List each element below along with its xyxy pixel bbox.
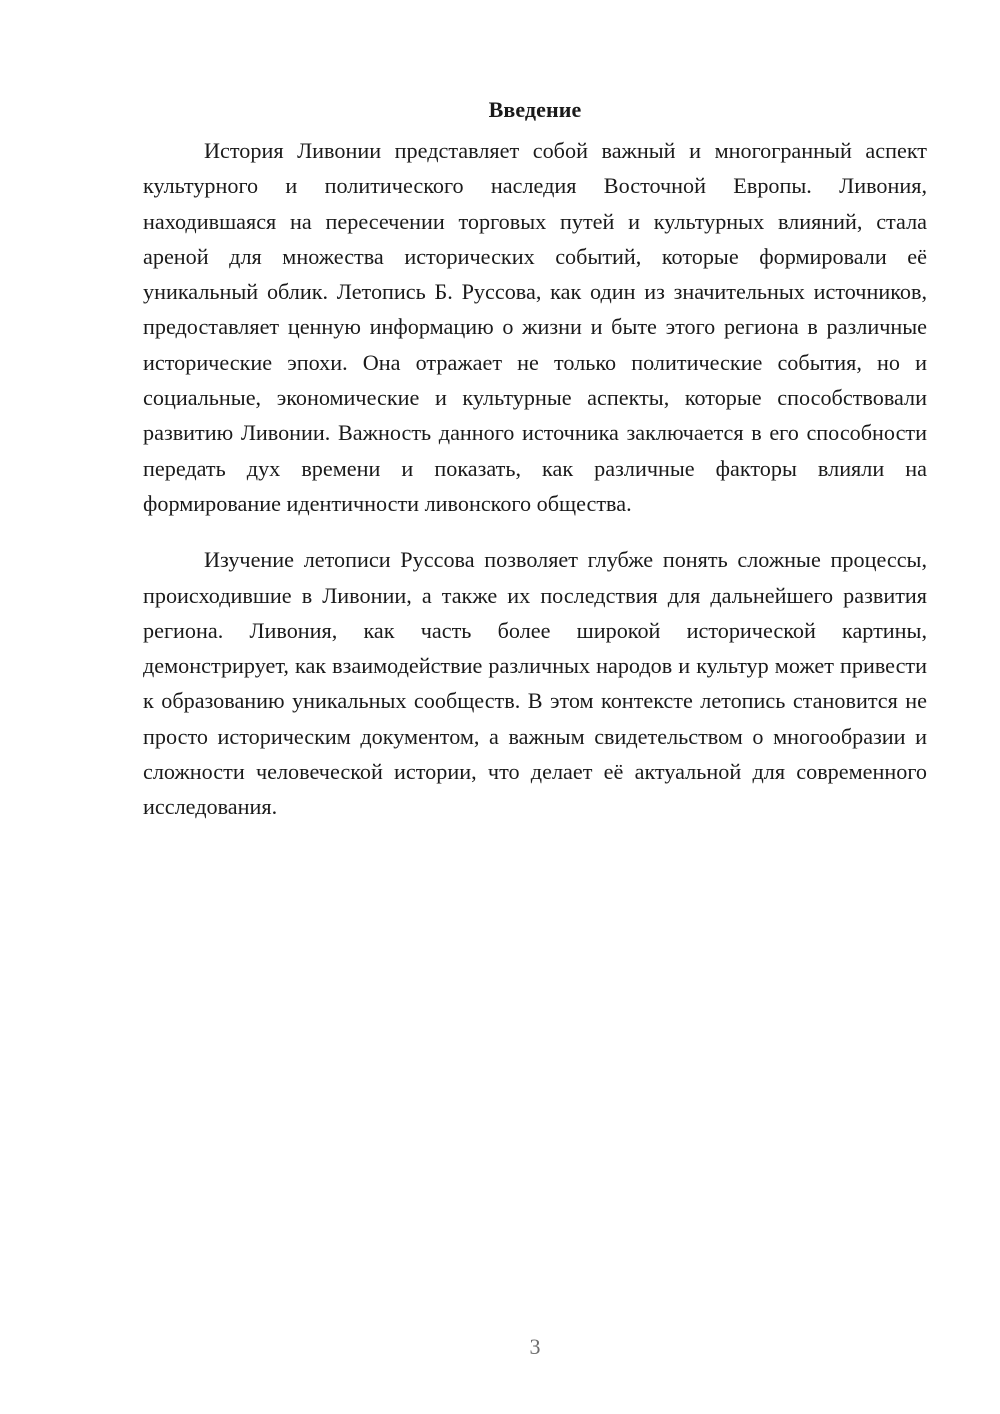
paragraph-2: Изучение летописи Руссова позволяет глубже понять сложные процессы, происходившие в Ливонии, а также их последствия для дальнейшего развития региона. Ливония, как часть более широкой исторической картины, демонстрирует, как взаимодействие различных народов и культур может привести к образованию уникальных сообществ. В этом контексте летопись становится не просто историческим документом, а важным свидетельством о многообразии и сложности человеческой истории, что делает её актуальной для современного исследования. — [143, 547, 927, 820]
section-heading: Введение — [488, 97, 582, 122]
page-content — [143, 92, 927, 825]
paragraph-1: История Ливонии представляет собой важный и многогранный аспект культурного и политического наследия Восточной Европы. Ливония, находившаяся на пересечении торговых путей и культурных влияний, стала ареной для множества исторических событий, которые формировали её уникальный облик. Летопись Б. Руссова, как один из значительных источников, предоставляет ценную информацию о жизни и быте этого региона в различные исторические эпохи. Она отражает не только политические события, но и социальные, экономические и культурные аспекты, которые способствовали развитию Ливонии. Важность данного источника заключается в его способности передать дух времени и показать, как различные факторы влияли на формирование идентичности ливонского общества. — [143, 138, 927, 516]
page-number: 3 — [529, 1334, 541, 1359]
